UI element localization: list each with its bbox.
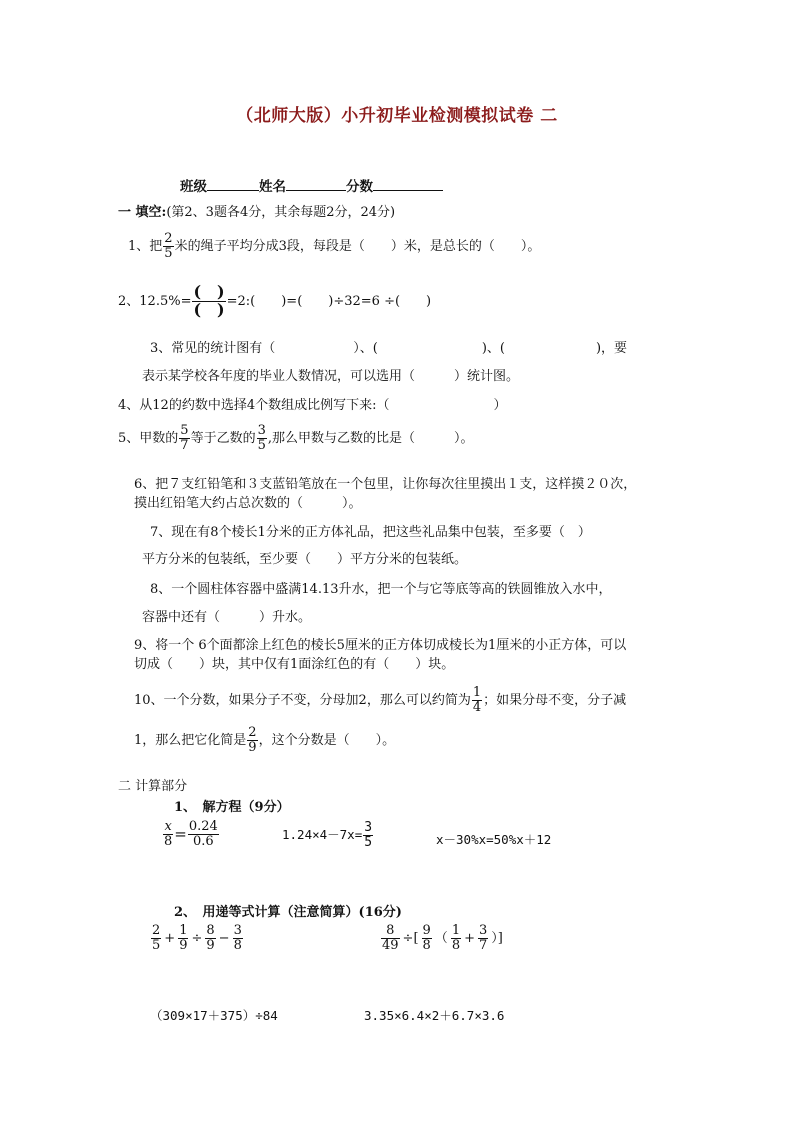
question-7-line1: 7、现在有8个棱长1分米的正方体礼品，把这些礼品集中包装，至多要（ ） xyxy=(150,525,591,540)
fraction: $\frac{3}{5}$ xyxy=(364,820,373,850)
equation-3: x－30%x=50%x＋12 xyxy=(436,832,552,847)
section1-heading: 一 填空:(第2、3题各4分，其余每题2分，24分) xyxy=(118,205,396,220)
equation-1: $\frac{x}{8}$ = $\frac{0.24}{0.6}$ xyxy=(164,819,218,849)
question-8-line1: 8、一个圆柱体容器中盛满14.13升水，把一个与它等底等高的铁圆锥放入水中， xyxy=(150,582,612,597)
section2-heading: 二 计算部分 xyxy=(118,779,188,794)
page-title: （北师大版）小升初毕业检测模拟试卷 二 xyxy=(236,106,558,126)
fraction: $\frac{3}{8}$ xyxy=(233,923,242,953)
score-blank[interactable] xyxy=(373,178,443,191)
expression-2: $\frac{8}{49}$ ÷[ $\frac{9}{8}$ （ $\frac{1}{8}$ + $\frac{3}{7}$ ）] xyxy=(382,923,503,953)
header-fields xyxy=(180,178,443,195)
fraction: $\frac{1}{4}$ xyxy=(472,685,482,715)
class-blank[interactable] xyxy=(207,178,259,191)
question-3-line1: 3、常见的统计图有（ ）、( )、( )，要 xyxy=(150,341,628,356)
equation-2: 1.24×4－7x= $\frac{3}{5}$ xyxy=(282,820,373,850)
sub1-label: 1、 解方程（9分） xyxy=(174,800,290,815)
fraction: $\frac{1}{9}$ xyxy=(179,923,188,953)
fraction: $\frac{5}{7}$ xyxy=(180,423,189,453)
fraction: $\frac{3}{5}$ xyxy=(257,423,266,453)
fraction: $\frac{8}{9}$ xyxy=(206,923,215,953)
sub2-label: 2、 用递等式计算（注意简算）(16分) xyxy=(174,905,402,920)
question-3-line2: 表示某学校各年度的毕业人数情况，可以选用（ ）统计图。 xyxy=(142,369,520,384)
question-4: 4、从12的约数中选择4个数组成比例写下来:（ ） xyxy=(118,398,507,413)
score-label: 分数 xyxy=(346,179,373,195)
expression-4: 3.35×6.4×2＋6.7×3.6 xyxy=(364,1008,505,1023)
expression-1: $\frac{2}{5}$ + $\frac{1}{9}$ ÷ $\frac{8}{9}$ − $\frac{3}{8}$ xyxy=(152,923,242,953)
question-10-line2: 1，那么把它化简是 $\frac{2}{9}$ ，这个分数是（ ）。 xyxy=(134,725,396,755)
fraction: $\frac{3}{7}$ xyxy=(479,923,488,953)
question-6-line1: 6、把７支红铅笔和３支蓝铅笔放在一个包里，让你每次往里摸出１支，这样摸２０次， xyxy=(134,477,637,492)
fraction: $\frac{2}{9}$ xyxy=(248,725,257,755)
question-7-line2: 平方分米的包装纸，至少要（ ）平方分米的包装纸。 xyxy=(142,552,468,567)
name-blank[interactable] xyxy=(286,178,346,191)
question-8-line2: 容器中还有（ ）升水。 xyxy=(142,610,312,625)
question-10-line1: 10、一个分数，如果分子不变，分母加2，那么可以约简为 $\frac{1}{4}$ ；如果分母不变，分子减 xyxy=(134,685,627,715)
question-5: 5、甲数的 $\frac{5}{7}$ 等于乙数的 $\frac{3}{5}$ ,那么甲数与乙数的比是（ ）。 xyxy=(118,423,474,453)
question-6-line2: 摸出红铅笔大约占总次数的（ ）。 xyxy=(134,496,362,511)
fraction: $\frac{8}{49}$ xyxy=(382,923,399,953)
fraction: $\frac{1}{8}$ xyxy=(451,923,461,953)
question-2: 2、12.5%= $\frac{( )}{( )}$ =2:( )=( )÷32=6 ÷( ) xyxy=(118,282,432,319)
name-label: 姓名 xyxy=(259,179,286,195)
class-label: 班级 xyxy=(180,179,207,195)
fraction: $\frac{( )}{( )}$ xyxy=(193,282,225,319)
question-9-line2: 切成（ ）块，其中仅有1面涂红色的有（ ）块。 xyxy=(134,657,455,672)
expression-3: （309×17＋375）÷84 xyxy=(150,1008,278,1023)
fraction: $\frac{x}{8}$ xyxy=(164,819,173,849)
question-9-line1: 9、将一个 6个面都涂上红色的棱长5厘米的正方体切成棱长为1厘米的小正方体，可以 xyxy=(134,638,627,653)
fraction: $\frac{0.24}{0.6}$ xyxy=(188,819,218,849)
question-1: 1、把 $\frac{2}{5}$ 米的绳子平均分成3段，每段是（ ）米，是总长的（ ）。 xyxy=(128,231,541,261)
fraction: $\frac{9}{8}$ xyxy=(422,923,431,953)
fraction: $\frac{2}{5}$ xyxy=(152,923,161,953)
fraction: $\frac{2}{5}$ xyxy=(164,231,173,261)
